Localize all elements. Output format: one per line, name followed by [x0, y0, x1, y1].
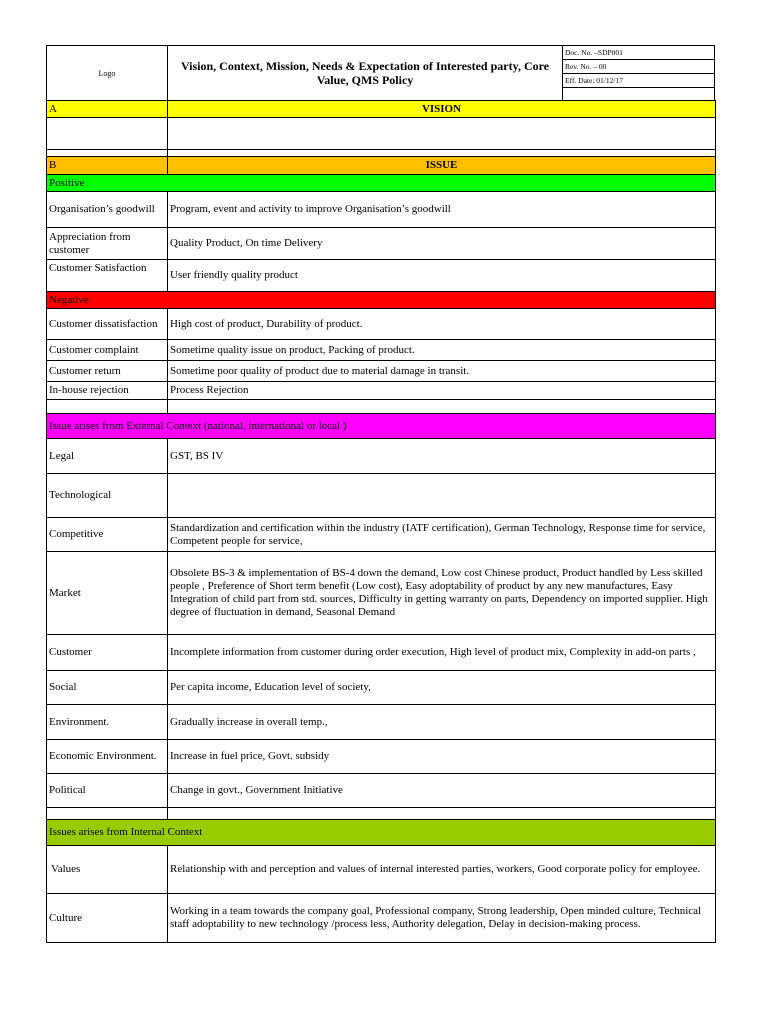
row-detail: Sometime quality issue on product, Packing of product. [168, 340, 716, 361]
table-row [47, 340, 716, 361]
table-row [47, 552, 716, 635]
row-label: Culture [47, 894, 168, 943]
row-detail: Relationship with and perception and values of internal interested parties, workers, Good corporate policy for employee. [168, 846, 716, 894]
row-label: Legal [47, 439, 168, 474]
external-context-heading: Issue arises from External Context (national, international or local ) [47, 414, 716, 439]
row-label: Competitive [47, 518, 168, 552]
row-label: Environment. [47, 705, 168, 740]
table-row [47, 361, 716, 382]
external-context-band [47, 414, 716, 439]
row-detail: Quality Product, On time Delivery [168, 228, 716, 260]
row-detail: Program, event and activity to improve Organisation’s goodwill [168, 192, 716, 228]
row-label: Social [47, 671, 168, 705]
effective-date: Eff. Date: 01/12/17 [563, 74, 714, 88]
doc-number: Doc. No. –SDP001 [563, 46, 714, 60]
row-label: Values [47, 846, 168, 894]
row-detail: Per capita income, Education level of society, [168, 671, 716, 705]
blank-cell [168, 150, 716, 157]
row-label: Technological [47, 474, 168, 518]
issue-header-row [47, 157, 716, 175]
row-detail: Process Rejection [168, 382, 716, 400]
table-row [47, 518, 716, 552]
table-row [47, 309, 716, 340]
table-row [47, 635, 716, 671]
row-label: Economic Environment. [47, 740, 168, 774]
row-detail: User friendly quality product [168, 260, 716, 292]
row-detail: Change in govt., Government Initiative [168, 774, 716, 808]
row-label: Customer Satisfaction [47, 260, 168, 292]
blank-cell [47, 400, 168, 414]
internal-context-heading: Issues arises from Internal Context [47, 820, 716, 846]
row-label: Market [47, 552, 168, 635]
vision-header-row [47, 101, 716, 118]
section-letter: B [47, 157, 168, 175]
document-header [46, 45, 715, 101]
row-label: Customer dissatisfaction [47, 309, 168, 340]
document-title: Vision, Context, Mission, Needs & Expectation of Interested party, Core Value, QMS Policy [168, 46, 563, 100]
row-detail: Increase in fuel price, Govt. subsidy [168, 740, 716, 774]
internal-context-band [47, 820, 716, 846]
table-row [47, 439, 716, 474]
row-detail: Obsolete BS-3 & implementation of BS-4 down the demand, Low cost Chinese product, Product handled by Less skilled people , Preference of Short term benefit (Low cost), Easy adoptability of product by any new manufactures, Easy Integration of child part from std. sources, Difficulty in getting warranty on parts, Dependency on imported supplier. High degree of fluctuation in demand, Seasonal Demand [168, 552, 716, 635]
table-row [47, 382, 716, 400]
row-label: Customer complaint [47, 340, 168, 361]
row-label: Customer [47, 635, 168, 671]
negative-label: Negative [47, 292, 716, 309]
spacer-row [47, 400, 716, 414]
blank-cell [47, 150, 168, 157]
table-row [47, 894, 716, 943]
document-control-box [563, 46, 714, 100]
row-detail: Sometime poor quality of product due to material damage in transit. [168, 361, 716, 382]
row-detail: Working in a team towards the company goal, Professional company, Strong leadership, Open minded culture, Technical staff adoptability to new technology /process less, Authority delegation, Delay in decision-making process. [168, 894, 716, 943]
issue-heading: ISSUE [168, 157, 716, 175]
vision-heading: VISION [168, 101, 716, 118]
table-row [47, 774, 716, 808]
table-row [47, 192, 716, 228]
positive-label: Positive [47, 175, 716, 192]
spacer-row [47, 808, 716, 820]
blank-cell [47, 118, 168, 150]
spacer-row [47, 150, 716, 157]
table-row [47, 260, 716, 292]
table-row [47, 846, 716, 894]
row-label: In-house rejection [47, 382, 168, 400]
blank-cell [168, 400, 716, 414]
revision-number: Rev. No. – 00 [563, 60, 714, 74]
row-label: Customer return [47, 361, 168, 382]
row-detail [168, 474, 716, 518]
blank-cell [168, 118, 716, 150]
negative-band [47, 292, 716, 309]
positive-band [47, 175, 716, 192]
vision-content-row [47, 118, 716, 150]
table-row [47, 705, 716, 740]
section-letter: A [47, 101, 168, 118]
table-row [47, 740, 716, 774]
table-row [47, 474, 716, 518]
table-row [47, 228, 716, 260]
row-label: Organisation’s goodwill [47, 192, 168, 228]
row-label: Political [47, 774, 168, 808]
row-label: Appreciation from customer [47, 228, 168, 260]
blank-cell [47, 808, 168, 820]
row-detail: Gradually increase in overall temp., [168, 705, 716, 740]
row-detail: Incomplete information from customer during order execution, High level of product mix, Complexity in add-on parts , [168, 635, 716, 671]
row-detail: High cost of product, Durability of product. [168, 309, 716, 340]
context-table [46, 100, 716, 943]
table-row [47, 671, 716, 705]
control-box-blank [563, 88, 714, 100]
row-detail: GST, BS IV [168, 439, 716, 474]
blank-cell [168, 808, 716, 820]
row-detail: Standardization and certification within the industry (IATF certification), German Technology, Response time for service, Competent people for service, [168, 518, 716, 552]
logo-placeholder: Logo [47, 46, 168, 100]
